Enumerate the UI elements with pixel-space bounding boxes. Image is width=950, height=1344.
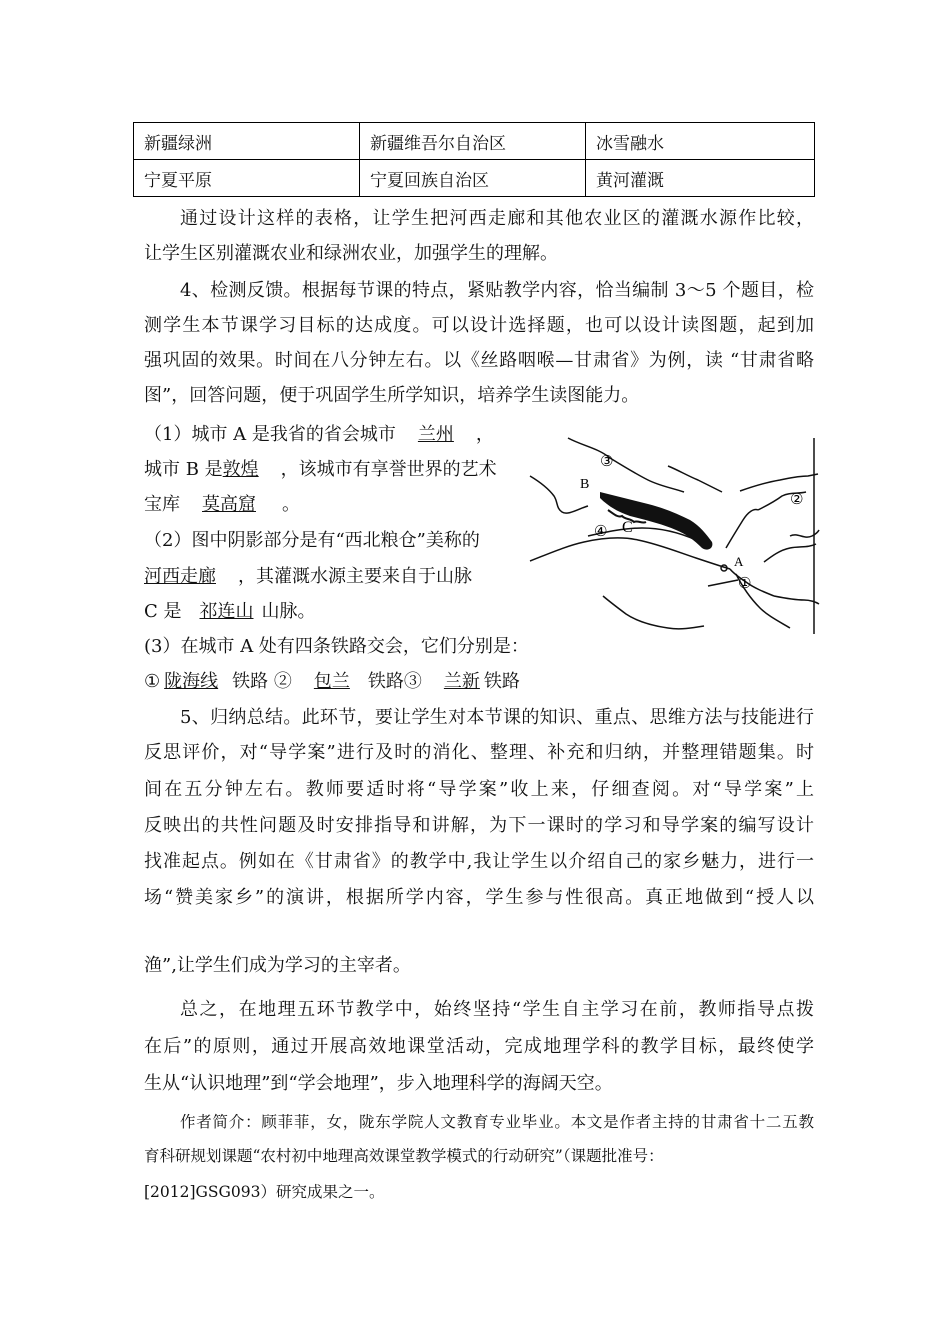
question-text: 铁路	[483, 671, 520, 692]
map-label-a: A	[734, 554, 744, 569]
question-text: 铁路 ②	[232, 671, 292, 692]
paragraph-line: 在后”的原则，通过开展高效地课堂活动，完成地理学科的教学目标，最终使学	[144, 1036, 814, 1057]
author-note-line: [2012]GSG093）研究成果之一。	[144, 1183, 385, 1201]
question-1-line-c	[144, 490, 514, 516]
answer-blank: 陇海线	[164, 671, 219, 692]
map-label-c: C	[622, 519, 633, 536]
answer-blank: 河西走廊	[144, 566, 216, 587]
irrigation-table	[133, 122, 815, 197]
question-text: 城市 B 是	[144, 459, 223, 480]
question-3-line-a: (3）在城市 A 处有四条铁路交会，它们分别是：	[144, 636, 529, 657]
question-2-line-a: （2）图中阴影部分是有“西北粮仓”美称的	[144, 530, 480, 551]
answer-blank: 包兰	[313, 671, 350, 692]
answer-blank: 兰新	[443, 671, 480, 692]
author-note-line: 作者简介：顾菲菲，女，陇东学院人文教育专业毕业。本文是作者主持的甘肃省十二五教	[180, 1113, 814, 1131]
paragraph-line: 4、检测反馈。根据每节课的特点，紧贴教学内容，恰当编制 3～5 个题目，检	[180, 280, 814, 301]
question-text: 山脉。	[261, 601, 316, 622]
paragraph-line: 总之，在地理五环节教学中，始终坚持“学生自主学习在前，教师指导点拨	[180, 999, 814, 1020]
paragraph-line: 图”，回答问题，便于巩固学生所学知识，培养学生读图能力。	[144, 385, 640, 406]
table-cell: 宁夏平原	[134, 160, 360, 197]
question-text: 铁路③	[367, 671, 422, 692]
map-label-b: B	[580, 477, 590, 492]
question-text: 宝库	[144, 494, 180, 515]
table-cell: 冰雪融水	[586, 123, 815, 160]
paragraph-line: 渔”,让学生们成为学习的主宰者。	[144, 955, 411, 976]
paragraph-line: 让学生区别灌溉农业和绿洲农业，加强学生的理解。	[144, 243, 558, 264]
table-cell: 新疆绿洲	[134, 123, 360, 160]
table-row	[134, 160, 815, 197]
author-note-line: 育科研规划课题“农村初中地理高效课堂教学模式的行动研究”（课题批准号：	[144, 1147, 664, 1165]
answer-blank: 敦煌	[222, 459, 259, 480]
paragraph-line: 反思评价，对“导学案”进行及时的消化、整理、补充和归纳，并整理错题集。时	[144, 742, 814, 763]
paragraph-line: 场“赞美家乡”的演讲，根据所学内容，学生参与性很高。真正地做到“授人以	[144, 887, 814, 908]
question-3-line-b	[144, 667, 814, 693]
table-cell: 黄河灌溉	[586, 160, 815, 197]
paragraph-line: 生从“认识地理”到“学会地理”，步入地理科学的海阔天空。	[144, 1073, 613, 1094]
question-text: ，该城市有享誉世界的艺术	[280, 459, 497, 480]
question-text: C 是	[144, 601, 182, 622]
map-label-railway-4: ④	[594, 522, 608, 540]
paragraph-line: 找准起点。例如在《甘肃省》的教学中,我让学生以介绍自己的家乡魅力，进行一	[144, 851, 814, 872]
question-text: ①	[144, 671, 161, 692]
hexi-corridor-shading	[600, 492, 712, 550]
map-label-railway-2: ②	[790, 490, 804, 508]
answer-blank: 莫高窟	[202, 494, 256, 515]
map-label-railway-1: ①	[738, 574, 752, 592]
paragraph-line: 测学生本节课学习目标的达成度。可以设计选择题，也可以设计读图题，起到加	[144, 315, 814, 336]
map-label-railway-3: ③	[600, 452, 614, 470]
paragraph-line: 强巩固的效果。时间在八分钟左右。以《丝路咽喉—甘肃省》为例，读 “甘肃省略	[144, 350, 814, 371]
question-2-line-c	[144, 597, 524, 623]
table-cell: 宁夏回族自治区	[360, 160, 586, 197]
paragraph-line: 5、归纳总结。此环节，要让学生对本节课的知识、重点、思维方法与技能进行	[180, 707, 814, 728]
table-row	[134, 123, 815, 160]
question-text: （1）城市 A 是我省的省会城市	[144, 424, 396, 445]
paragraph-line: 反映出的共性问题及时安排指导和讲解，为下一课时的学习和导学案的编写设计	[144, 815, 814, 836]
answer-blank: 祁连山	[199, 601, 254, 622]
question-2-line-b	[144, 562, 524, 588]
question-1-line-a	[144, 420, 514, 446]
question-text: ，其灌溉水源主要来自于山脉	[238, 566, 472, 587]
table-cell: 新疆维吾尔自治区	[360, 123, 586, 160]
paragraph-line: 间在五分钟左右。教师要适时将“导学案”收上来，仔细查阅。对“导学案”上	[144, 779, 814, 800]
question-1-line-b	[144, 455, 514, 481]
boundary-lines	[530, 438, 819, 634]
gansu-sketch-map	[528, 436, 820, 634]
question-text: ，	[475, 424, 494, 445]
answer-blank: 兰州	[417, 424, 454, 445]
paragraph-line: 通过设计这样的表格，让学生把河西走廊和其他农业区的灌溉水源作比较，	[180, 208, 814, 229]
question-text: 。	[282, 494, 300, 515]
